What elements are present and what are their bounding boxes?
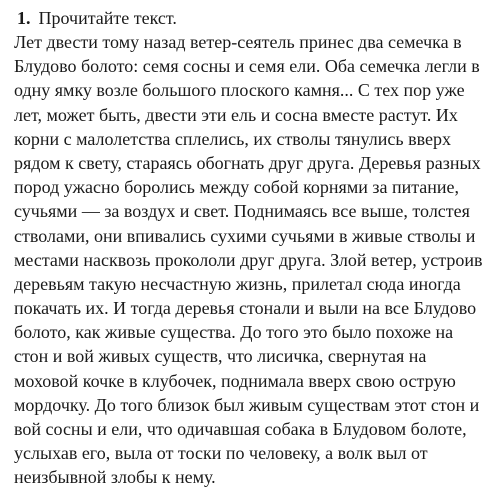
text-line: Блудово болото: семя сосны и семя ели. Оба семечка легли в bbox=[14, 56, 480, 77]
text-line: сучьями — за воздух и свет. Поднимаясь все выше, толстея bbox=[14, 201, 470, 222]
text-line: пород ужасно боролись между собой корнями за питание, bbox=[14, 177, 460, 198]
text-line: стволами, они впивались сухими сучьями в живые стволы и bbox=[14, 225, 476, 246]
task-instruction: Прочитайте текст. bbox=[38, 8, 177, 28]
text-line: болото, как живые существа. До того это было похоже на bbox=[14, 322, 454, 343]
text-line: корни с малолетства сплелись, их стволы тянулись вверх bbox=[14, 128, 451, 149]
text-line: одну ямку возле большого плоского камня... С тех пор уже bbox=[14, 80, 465, 101]
reading-text bbox=[14, 30, 498, 490]
text-line: услыхав его, выла от тоски по человеку, а волк выл от bbox=[14, 443, 428, 464]
text-line: мордочку. До того близок был живым существам этот стон и bbox=[14, 394, 480, 415]
text-line: покачать их. И тогда деревья стонали и выли на все Блудово bbox=[14, 298, 477, 319]
text-line: неизбывной злобы к нему. bbox=[14, 467, 216, 488]
text-line: моховой кочке в клубочек, поднимала вверх свою острую bbox=[14, 370, 456, 391]
text-line: вой сосны и ели, что одичавшая собака в Блудовом болоте, bbox=[14, 419, 467, 439]
text-line: рядом к свету, стараясь обогнать друг друга. Деревья разных bbox=[14, 152, 481, 173]
text-line: Лет двести тому назад ветер-сеятель принес два семечка в bbox=[14, 32, 462, 52]
text-line: деревьям такую несчастную жизнь, прилетал сюда иногда bbox=[14, 273, 461, 294]
task-page bbox=[14, 6, 498, 490]
text-line: стон и вой живых существ, что лисичка, свернутая на bbox=[14, 346, 427, 367]
text-line: местами насквозь прокололи друг друга. Злой ветер, устроив bbox=[14, 249, 483, 270]
text-line: лет, может быть, двести эти ель и сосна вместе растут. Их bbox=[14, 104, 458, 125]
task-heading bbox=[17, 6, 498, 30]
task-number: 1. bbox=[17, 8, 31, 28]
